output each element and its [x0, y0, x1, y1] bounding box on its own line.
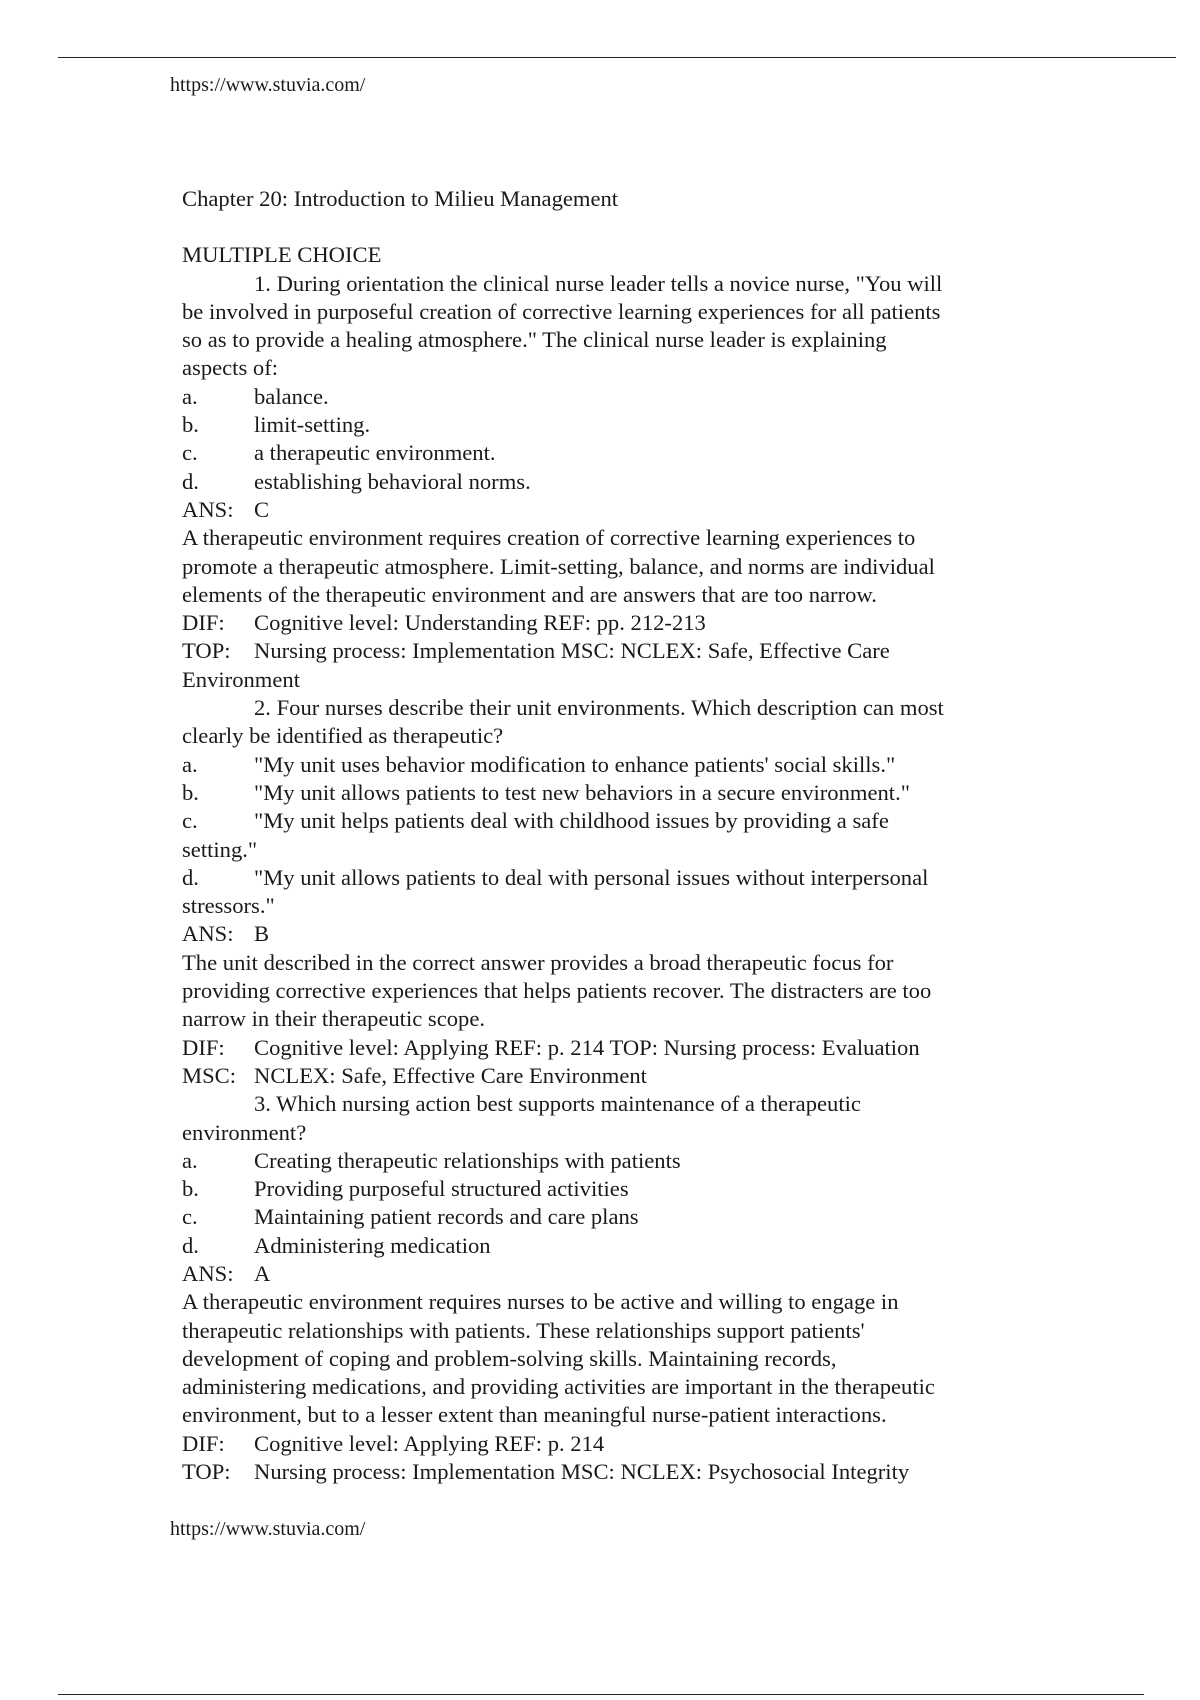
document-body [182, 185, 1062, 1486]
answer-option-d [182, 468, 1062, 496]
top-rule [58, 57, 1176, 58]
option-letter: c. [182, 808, 198, 834]
question-stem-line: clearly be identified as therapeutic? [182, 723, 504, 749]
bottom-rule [58, 1694, 1144, 1695]
option-text: Providing purposeful structured activities [254, 1176, 629, 1202]
chapter-title: Chapter 20: Introduction to Milieu Management [182, 186, 619, 211]
answer-value: B [254, 921, 270, 947]
answer-label: ANS: [182, 496, 234, 522]
answer-option-a [182, 383, 1062, 411]
meta-label: TOP: [182, 1459, 231, 1485]
answer-option-a [182, 751, 1062, 779]
answer-option-b [182, 779, 1062, 807]
option-letter: a. [182, 1147, 198, 1173]
option-letter: d. [182, 864, 199, 890]
meta-line [182, 1062, 1062, 1090]
answer-option-b [182, 411, 1062, 439]
meta-line: Environment [182, 666, 300, 692]
option-text: limit-setting. [254, 412, 371, 438]
rationale-line: environment, but to a lesser extent than meaningful nurse-patient interactions. [182, 1402, 887, 1428]
option-letter: a. [182, 751, 198, 777]
option-letter: d. [182, 1232, 199, 1258]
meta-label: DIF: [182, 610, 225, 636]
rationale-line: providing corrective experiences that helps patients recover. The distracters are too [182, 978, 932, 1004]
rationale-line: A therapeutic environment requires nurses to be active and willing to engage in [182, 1289, 899, 1315]
answer-option-c [182, 807, 1062, 835]
option-text: "My unit uses behavior modification to enhance patients' social skills." [254, 751, 896, 777]
answer-option-c [182, 439, 1062, 467]
answer-key [182, 496, 1062, 524]
answer-key [182, 920, 1062, 948]
meta-text: Nursing process: Implementation MSC: NCLEX: Safe, Effective Care [254, 638, 890, 664]
question-stem-line: so as to provide a healing atmosphere." The clinical nurse leader is explaining [182, 327, 887, 353]
meta-label: DIF: [182, 1430, 225, 1456]
option-text: "My unit allows patients to deal with personal issues without interpersonal [254, 864, 929, 890]
option-letter: d. [182, 468, 199, 494]
meta-label: MSC: [182, 1062, 237, 1088]
header-url: https://www.stuvia.com/ [170, 74, 366, 96]
meta-line [182, 1430, 1062, 1458]
option-text: Maintaining patient records and care plans [254, 1204, 639, 1230]
section-heading: MULTIPLE CHOICE [182, 242, 382, 268]
rationale-line: administering medications, and providing activities are important in the therapeutic [182, 1374, 935, 1400]
meta-text: Cognitive level: Applying REF: p. 214 TOP: Nursing process: Evaluation [254, 1034, 920, 1060]
meta-line [182, 637, 1062, 665]
rationale-line: A therapeutic environment requires creation of corrective learning experiences to [182, 525, 916, 551]
meta-text: Nursing process: Implementation MSC: NCLEX: Psychosocial Integrity [254, 1459, 910, 1485]
question-2 [182, 694, 1062, 1090]
option-text: a therapeutic environment. [254, 440, 496, 466]
answer-value: C [254, 496, 270, 522]
option-continuation: stressors." [182, 893, 275, 919]
answer-option-d [182, 1232, 1062, 1260]
option-letter: b. [182, 1176, 199, 1202]
answer-option-b [182, 1175, 1062, 1203]
answer-label: ANS: [182, 1260, 234, 1286]
meta-line [182, 609, 1062, 637]
option-text: balance. [254, 383, 329, 409]
option-letter: a. [182, 383, 198, 409]
meta-text: Cognitive level: Applying REF: p. 214 [254, 1430, 605, 1456]
question-3 [182, 1090, 1062, 1486]
question-stem-line: 1. During orientation the clinical nurse leader tells a novice nurse, "You will [254, 270, 943, 296]
option-letter: b. [182, 412, 199, 438]
option-text: Creating therapeutic relationships with patients [254, 1147, 681, 1173]
rationale-line: promote a therapeutic atmosphere. Limit-setting, balance, and norms are individual [182, 553, 935, 579]
option-continuation: setting." [182, 836, 258, 862]
answer-label: ANS: [182, 921, 234, 947]
question-stem-line: aspects of: [182, 355, 278, 381]
option-text: "My unit allows patients to test new behaviors in a secure environment." [254, 779, 910, 805]
rationale-line: therapeutic relationships with patients. These relationships support patients' [182, 1317, 865, 1343]
option-text: "My unit helps patients deal with childhood issues by providing a safe [254, 808, 889, 834]
rationale-line: narrow in their therapeutic scope. [182, 1006, 486, 1032]
answer-key [182, 1260, 1062, 1288]
answer-option-c [182, 1203, 1062, 1231]
option-letter: b. [182, 779, 199, 805]
footer-url: https://www.stuvia.com/ [170, 1518, 366, 1540]
meta-text: NCLEX: Safe, Effective Care Environment [254, 1062, 647, 1088]
question-stem-line: be involved in purposeful creation of corrective learning experiences for all patients [182, 298, 941, 324]
option-letter: c. [182, 440, 198, 466]
meta-line [182, 1458, 1062, 1486]
meta-text: Cognitive level: Understanding REF: pp. 212-213 [254, 610, 706, 636]
question-stem-line: environment? [182, 1119, 307, 1145]
rationale-line: elements of the therapeutic environment and are answers that are too narrow. [182, 581, 877, 607]
meta-label: TOP: [182, 638, 231, 664]
option-letter: c. [182, 1204, 198, 1230]
meta-line [182, 1034, 1062, 1062]
answer-value: A [254, 1260, 271, 1286]
rationale-line: The unit described in the correct answer provides a broad therapeutic focus for [182, 949, 894, 975]
option-text: Administering medication [254, 1232, 491, 1258]
answer-option-d [182, 864, 1062, 892]
option-text: establishing behavioral norms. [254, 468, 531, 494]
meta-label: DIF: [182, 1034, 225, 1060]
rationale-line: development of coping and problem-solving skills. Maintaining records, [182, 1345, 837, 1371]
question-stem-line: 3. Which nursing action best supports maintenance of a therapeutic [254, 1091, 861, 1117]
question-stem-line: 2. Four nurses describe their unit environments. Which description can most [254, 695, 944, 721]
answer-option-a [182, 1147, 1062, 1175]
question-1 [182, 270, 1062, 694]
